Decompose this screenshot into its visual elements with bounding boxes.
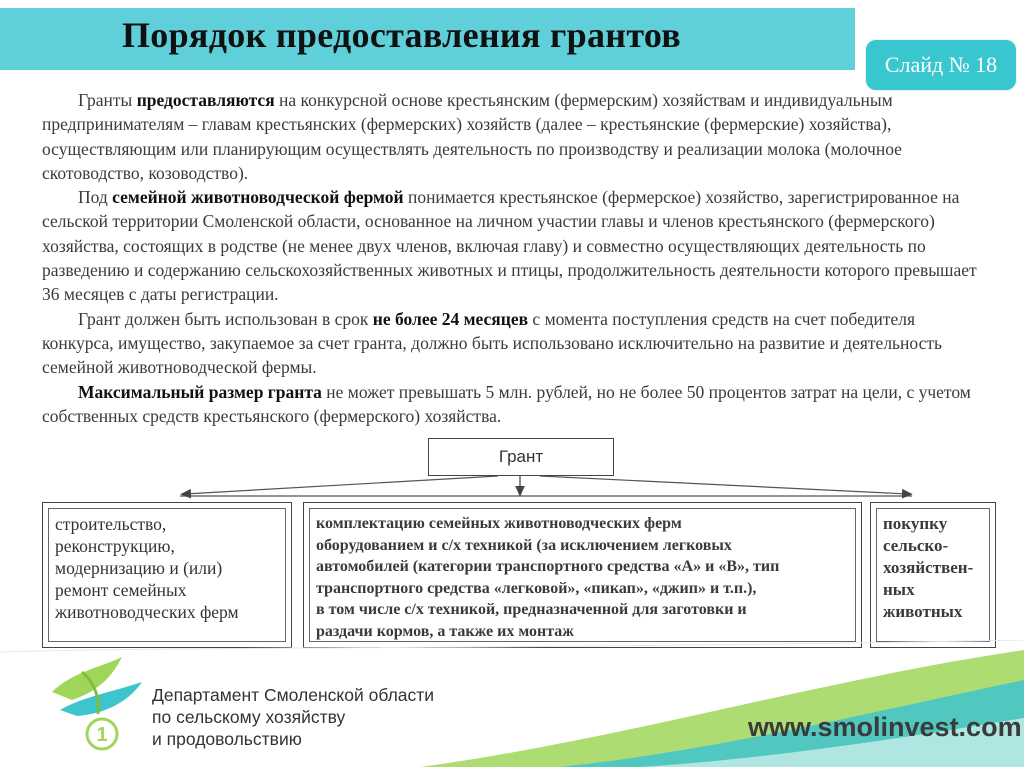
department-name: Департамент Смоленской области по сельскому хозяйству и продовольствию <box>152 685 435 749</box>
category-box-construction-text: строительство, реконструкцию, модернизацию и (или) ремонт семейных животноводческих ферм <box>48 508 286 642</box>
grant-root-box: Грант <box>428 438 614 476</box>
slide-title: Порядок предоставления грантов <box>122 15 682 55</box>
website-link[interactable]: www.smolinvest.com <box>748 712 1022 742</box>
department-logo-icon <box>42 652 150 758</box>
svg-text:1: 1 <box>96 724 108 746</box>
category-box-animals-text: покупку сельско- хозяйствен- ных животных <box>876 508 990 642</box>
arrow-left <box>185 476 498 494</box>
category-box-construction <box>42 502 292 648</box>
category-box-equipment <box>303 502 862 648</box>
paragraph-3: Грант должен быть использован в срок не более 24 месяцев с момента поступления средств на счет победителя конкурса, имущество, закупаемое за счет гранта, должно быть использовано исключительно на развитие и деятельность семейной животноводческой фермы. <box>42 308 942 378</box>
category-box-animals <box>870 502 996 648</box>
slide-number-badge: Слайд № 18 <box>866 40 1016 90</box>
arrow-right <box>540 476 908 494</box>
paragraph-4: Максимальный размер гранта не может превышать 5 млн. рублей, но не более 50 процентов затрат на цели, с учетом собственных средств крестьянского (фермерского) хозяйства. <box>42 381 971 426</box>
paragraph-1: Гранты предоставляются на конкурсной основе крестьянским (фермерским) хозяйствам и индивидуальным предпринимателям – главам крестьянских (фермерских) хозяйств (далее – крестьянские (фермерские) хозяйства), осуществляющим или планирующим осуществлять деятельность по производству и реализации молока (молочное скотоводство, козоводство). <box>42 90 902 183</box>
category-box-equipment-text: комплектацию семейных животноводческих ферм оборудованием и с/х техникой (за исключением легковых автомобилей (категории транспортного средства «А» и «В», тип транспортного средства «легковой», «пикап», «джип» и т.п.), в том числе с/х техникой, предназначенной для заготовки и раздачи кормов, а также их монтаж <box>309 508 856 642</box>
body-text <box>42 88 984 428</box>
paragraph-2: Под семейной животноводческой фермой понимается крестьянское (фермерское) хозяйство, зарегистрированное на сельской территории Смоленской области, основанное на личном участии главы и членов крестьянского (фермерского) хозяйства, состоящих в родстве (не менее двух членов, включая главу) и совместно осуществляющих деятельность по разведению и содержанию сельскохозяйственных животных и птицы, продолжительность деятельности которого превышает 36 месяцев с даты регистрации. <box>42 187 977 305</box>
